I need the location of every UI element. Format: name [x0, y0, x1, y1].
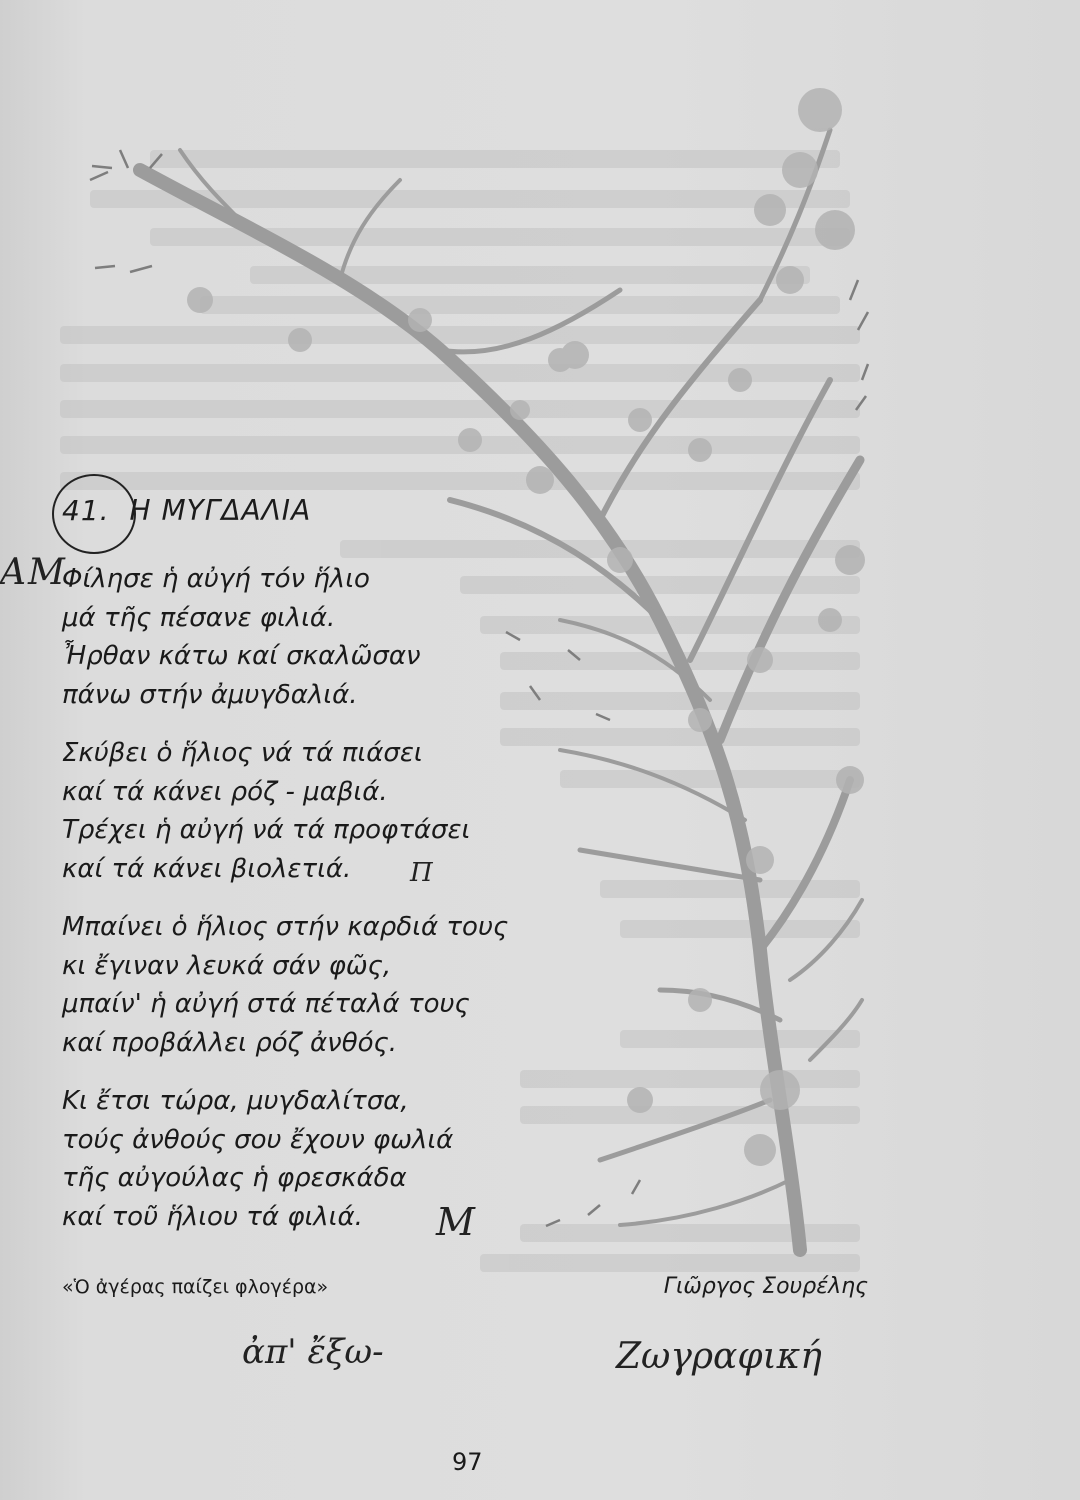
poem-body [62, 560, 622, 1256]
poem-number: 41. [62, 494, 110, 527]
verse-line: καί τά κάνει ρόζ - μαβιά. [62, 776, 388, 807]
page-number: 97 [452, 1448, 483, 1476]
poem-title: Η ΜΥΓΔΑΛΙΑ [129, 494, 312, 527]
verse-line: Φίλησε ἡ αὐγή τόν ἥλιο [62, 564, 370, 594]
stanza-2 [62, 734, 622, 888]
verse-line: τῆς αὐγούλας ἡ φρεσκάδα [62, 1163, 407, 1193]
verse-line: Τρέχει ἡ αὐγή νά τά προφτάσει [62, 815, 471, 845]
handwritten-footer-left: ἀπ' ἔξω- [242, 1332, 384, 1372]
verse-line: μπαίν' ἡ αὐγή στά πέταλά τους [62, 989, 470, 1019]
verse-line: μά τῆς πέσανε φιλιά. [62, 602, 336, 633]
verse-line: τούς ἀνθούς σου ἔχουν φωλιά [62, 1124, 454, 1155]
poem-author: Γιῶργος Σουρέλης [663, 1274, 868, 1299]
verse-line: κι ἔγιναν λευκά σάν φῶς, [62, 950, 392, 981]
verse-line: καί τοῦ ἥλιου τά φιλιά. [62, 1201, 363, 1232]
handwritten-footer-right: Ζωγραφική [616, 1336, 822, 1377]
stanza-4 [62, 1082, 622, 1236]
handwritten-mark-stanza-2: Π [410, 858, 433, 888]
handwritten-mark-stanza-4: Μ [436, 1200, 475, 1244]
handwritten-margin-note: ΑΜ [0, 552, 67, 593]
verse-line: πάνω στήν ἀμυγδαλιά. [62, 679, 358, 710]
verse-line: καί τά κάνει βιολετιά. [62, 853, 352, 884]
verse-line: Κι ἔτσι τώρα, μυγδαλίτσα, [62, 1086, 409, 1116]
stanza-3 [62, 908, 622, 1062]
poem-heading [62, 494, 331, 527]
verse-line: καί προβάλλει ρόζ ἀνθός. [62, 1027, 398, 1058]
stanza-1 [62, 560, 622, 714]
poem-source: «Ὁ ἀγέρας παίζει φλογέρα» [62, 1276, 329, 1298]
verse-line: Ἦρθαν κάτω καί σκαλῶσαν [62, 641, 421, 671]
verse-line: Σκύβει ὁ ἥλιος νά τά πιάσει [62, 738, 423, 768]
verse-line: Μπαίνει ὁ ἥλιος στήν καρδιά τους [62, 912, 509, 942]
